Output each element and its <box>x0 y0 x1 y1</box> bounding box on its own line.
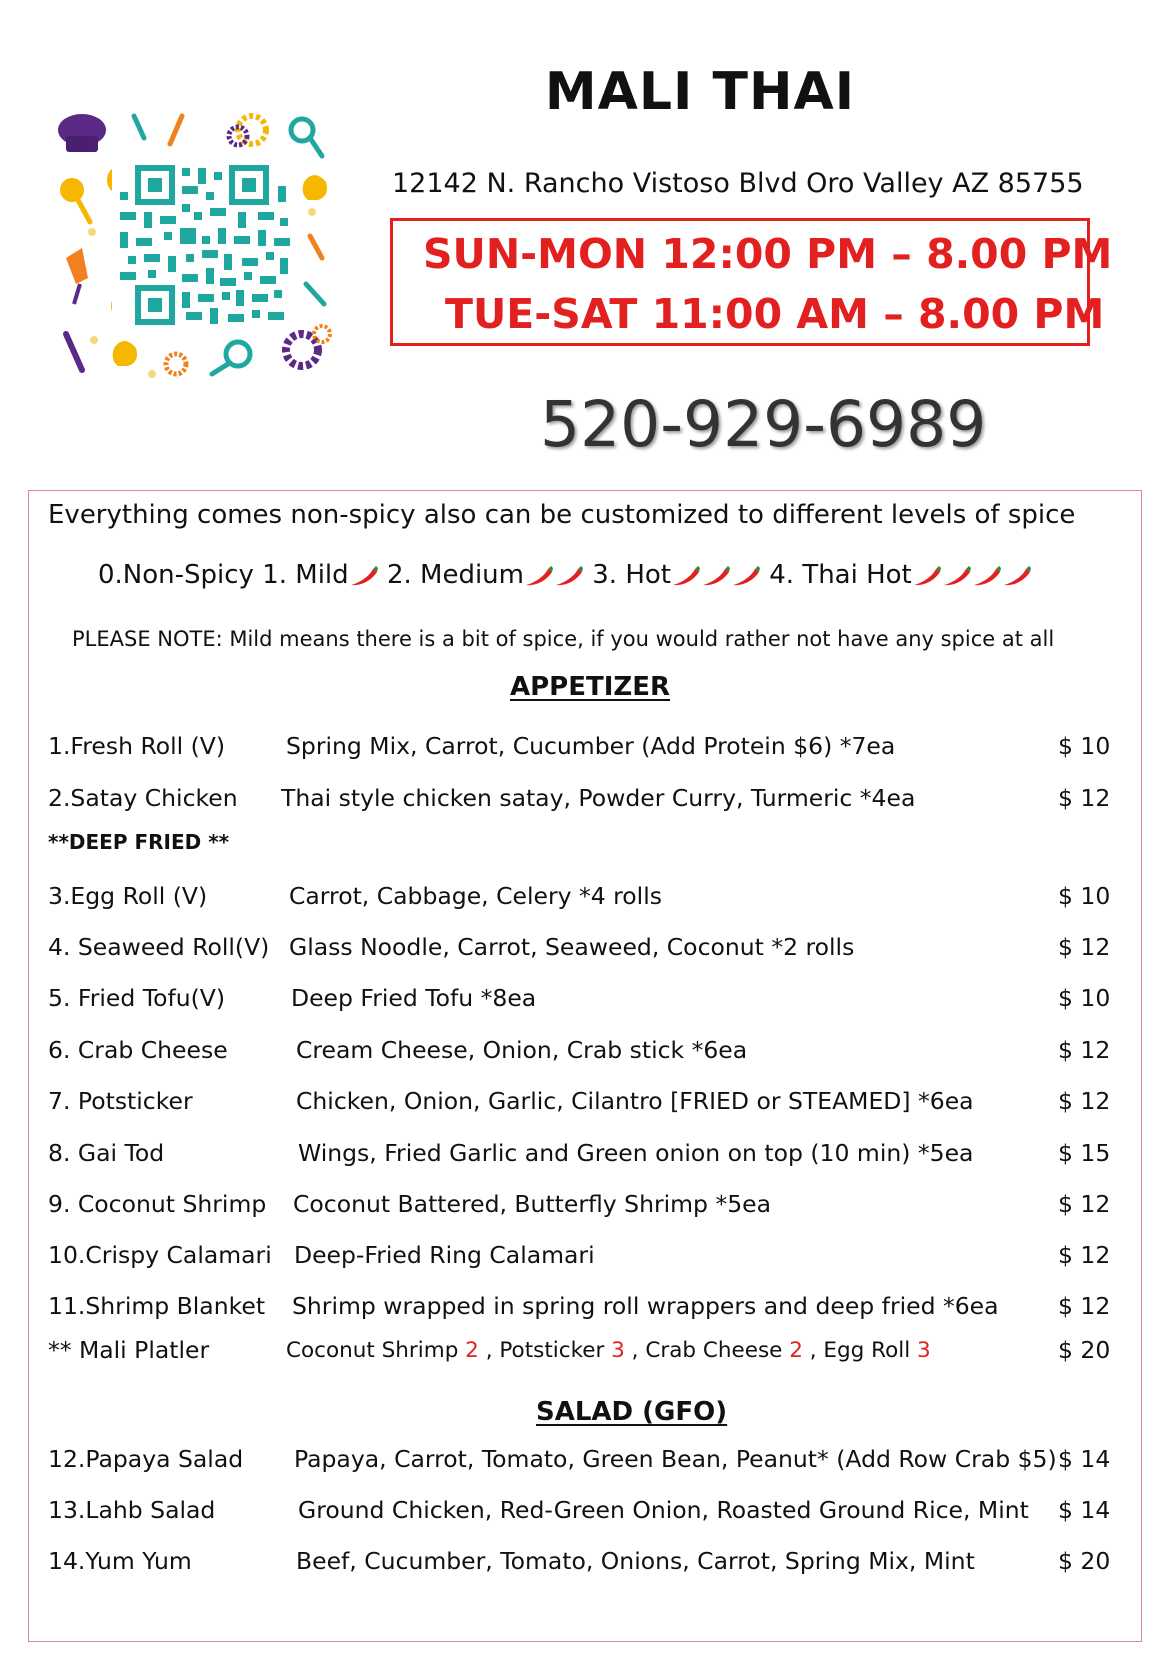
qr-code-pattern <box>112 160 292 330</box>
chef-hat-icon <box>58 114 106 152</box>
appetizer-item-desc: Chicken, Onion, Garlic, Cilantro [FRIED or STEAMED] *6ea <box>296 1087 974 1115</box>
salad-title: SALAD (GFO) <box>536 1397 728 1427</box>
deep-fried-label: **DEEP FRIED ** <box>48 830 230 854</box>
appetizer-item-price: $ 10 <box>1058 984 1111 1012</box>
platter-desc <box>286 1338 931 1363</box>
appetizer-item-name: 1.Fresh Roll (V) <box>48 732 226 760</box>
appetizer-item-desc: Thai style chicken satay, Powder Curry, Turmeric *4ea <box>281 784 916 812</box>
salad-item-name: 14.Yum Yum <box>48 1547 192 1575</box>
chili-pepper-icon <box>554 564 584 594</box>
platter-part-3-text: , Crab Cheese <box>624 1338 790 1363</box>
appetizer-item-price: $ 12 <box>1058 1292 1111 1320</box>
hours-line-sun-mon: SUN-MON 12:00 PM – 8.00 PM <box>423 230 1113 278</box>
chili-pepper-icon <box>701 564 731 594</box>
spice-level-2: 2. Medium <box>386 560 524 590</box>
appetizer-item-name: 3.Egg Roll (V) <box>48 882 208 910</box>
spice-level-0: 0.Non-Spicy <box>98 560 254 590</box>
spice-intro: Everything comes non-spicy also can be customized to different levels of spice <box>48 500 1076 530</box>
appetizer-item-price: $ 15 <box>1058 1139 1111 1167</box>
appetizer-item-price: $ 10 <box>1058 732 1111 760</box>
chili-pepper-icon <box>1002 564 1032 594</box>
chili-pepper-icon <box>912 564 942 594</box>
salad-item-name: 12.Papaya Salad <box>48 1445 244 1473</box>
hours-box <box>390 218 1113 346</box>
restaurant-name: MALI THAI <box>544 62 856 122</box>
pepper-group-1 <box>349 560 379 590</box>
platter-price: $ 20 <box>1058 1336 1111 1364</box>
appetizer-item-name: 5. Fried Tofu(V) <box>48 984 226 1012</box>
appetizer-item-price: $ 10 <box>1058 882 1111 910</box>
platter-part-3-qty: 2 <box>789 1338 803 1363</box>
platter-part-4-text: , Egg Roll <box>802 1338 918 1363</box>
appetizer-item-desc: Glass Noodle, Carrot, Seaweed, Coconut *2 rolls <box>289 933 855 961</box>
appetizer-item-desc: Spring Mix, Carrot, Cucumber (Add Protein $6) *7ea <box>286 732 896 760</box>
appetizer-item-name: 8. Gai Tod <box>48 1139 165 1167</box>
phone-number: 520-929-6989 <box>540 388 987 461</box>
chili-pepper-icon <box>972 564 1002 594</box>
magnifier-icon <box>291 119 322 156</box>
salad-item-price: $ 14 <box>1058 1496 1111 1524</box>
hours-line-tue-sat: TUE-SAT 11:00 AM – 8.00 PM <box>445 290 1105 338</box>
appetizer-item-price: $ 12 <box>1058 1241 1111 1269</box>
appetizer-item-desc: Wings, Fried Garlic and Green onion on top (10 min) *5ea <box>298 1139 974 1167</box>
appetizer-item-price: $ 12 <box>1058 784 1111 812</box>
salad-item-desc: Papaya, Carrot, Tomato, Green Bean, Peanut* (Add Row Crab $5) <box>294 1445 1057 1473</box>
appetizer-item-name: 6. Crab Cheese <box>48 1036 228 1064</box>
appetizer-item-price: $ 12 <box>1058 1087 1111 1115</box>
salad-item-desc: Beef, Cucumber, Tomato, Onions, Carrot, Spring Mix, Mint <box>296 1547 975 1575</box>
appetizer-item-name: 4. Seaweed Roll(V) <box>48 933 270 961</box>
appetizer-item-desc: Deep-Fried Ring Calamari <box>294 1241 595 1269</box>
spice-level-4: 4. Thai Hot <box>769 560 912 590</box>
appetizer-item-price: $ 12 <box>1058 1190 1111 1218</box>
pepper-group-4 <box>912 560 1032 590</box>
chili-pepper-icon <box>349 564 379 594</box>
appetizer-item-name: 9. Coconut Shrimp <box>48 1190 267 1218</box>
chili-pepper-icon <box>731 564 761 594</box>
platter-name: ** Mali Platler <box>48 1336 210 1364</box>
appetizer-item-desc: Carrot, Cabbage, Celery *4 rolls <box>289 882 662 910</box>
salad-item-price: $ 20 <box>1058 1547 1111 1575</box>
salad-item-name: 13.Lahb Salad <box>48 1496 216 1524</box>
address: 12142 N. Rancho Vistoso Blvd Oro Valley AZ 85755 <box>392 168 1084 199</box>
gear-icon <box>229 116 266 145</box>
appetizer-item-desc: Shrimp wrapped in spring roll wrappers and deep fried *6ea <box>292 1292 999 1320</box>
platter-part-2-qty: 3 <box>611 1338 625 1363</box>
chili-pepper-icon <box>942 564 972 594</box>
pepper-group-3 <box>671 560 761 590</box>
qr-code-icon <box>52 108 362 418</box>
pepper-group-2 <box>524 560 584 590</box>
salad-item-desc: Ground Chicken, Red-Green Onion, Roasted Ground Rice, Mint <box>298 1496 1029 1524</box>
spice-level-1: 1. Mild <box>262 560 349 590</box>
appetizer-item-name: 11.Shrimp Blanket <box>48 1292 266 1320</box>
appetizer-item-desc: Deep Fried Tofu *8ea <box>291 984 537 1012</box>
chili-pepper-icon <box>671 564 701 594</box>
platter-part-1-text: Coconut Shrimp <box>286 1338 466 1363</box>
platter-part-1-qty: 2 <box>465 1338 479 1363</box>
spice-level-3: 3. Hot <box>592 560 671 590</box>
appetizer-item-desc: Cream Cheese, Onion, Crab stick *6ea <box>296 1036 748 1064</box>
appetizer-item-price: $ 12 <box>1058 1036 1111 1064</box>
appetizer-item-price: $ 12 <box>1058 933 1111 961</box>
spice-note: PLEASE NOTE: Mild means there is a bit of spice, if you would rather not have any spice at all <box>72 627 1055 651</box>
salad-item-price: $ 14 <box>1058 1445 1111 1473</box>
spice-levels <box>98 560 1032 594</box>
appetizer-item-desc: Coconut Battered, Butterfly Shrimp *5ea <box>293 1190 772 1218</box>
appetizer-item-name: 7. Potsticker <box>48 1087 193 1115</box>
appetizer-title: APPETIZER <box>510 672 671 702</box>
platter-part-2-text: , Potsticker <box>478 1338 612 1363</box>
appetizer-item-name: 10.Crispy Calamari <box>48 1241 272 1269</box>
chili-pepper-icon <box>524 564 554 594</box>
appetizer-item-name: 2.Satay Chicken <box>48 784 238 812</box>
platter-part-4-qty: 3 <box>917 1338 931 1363</box>
